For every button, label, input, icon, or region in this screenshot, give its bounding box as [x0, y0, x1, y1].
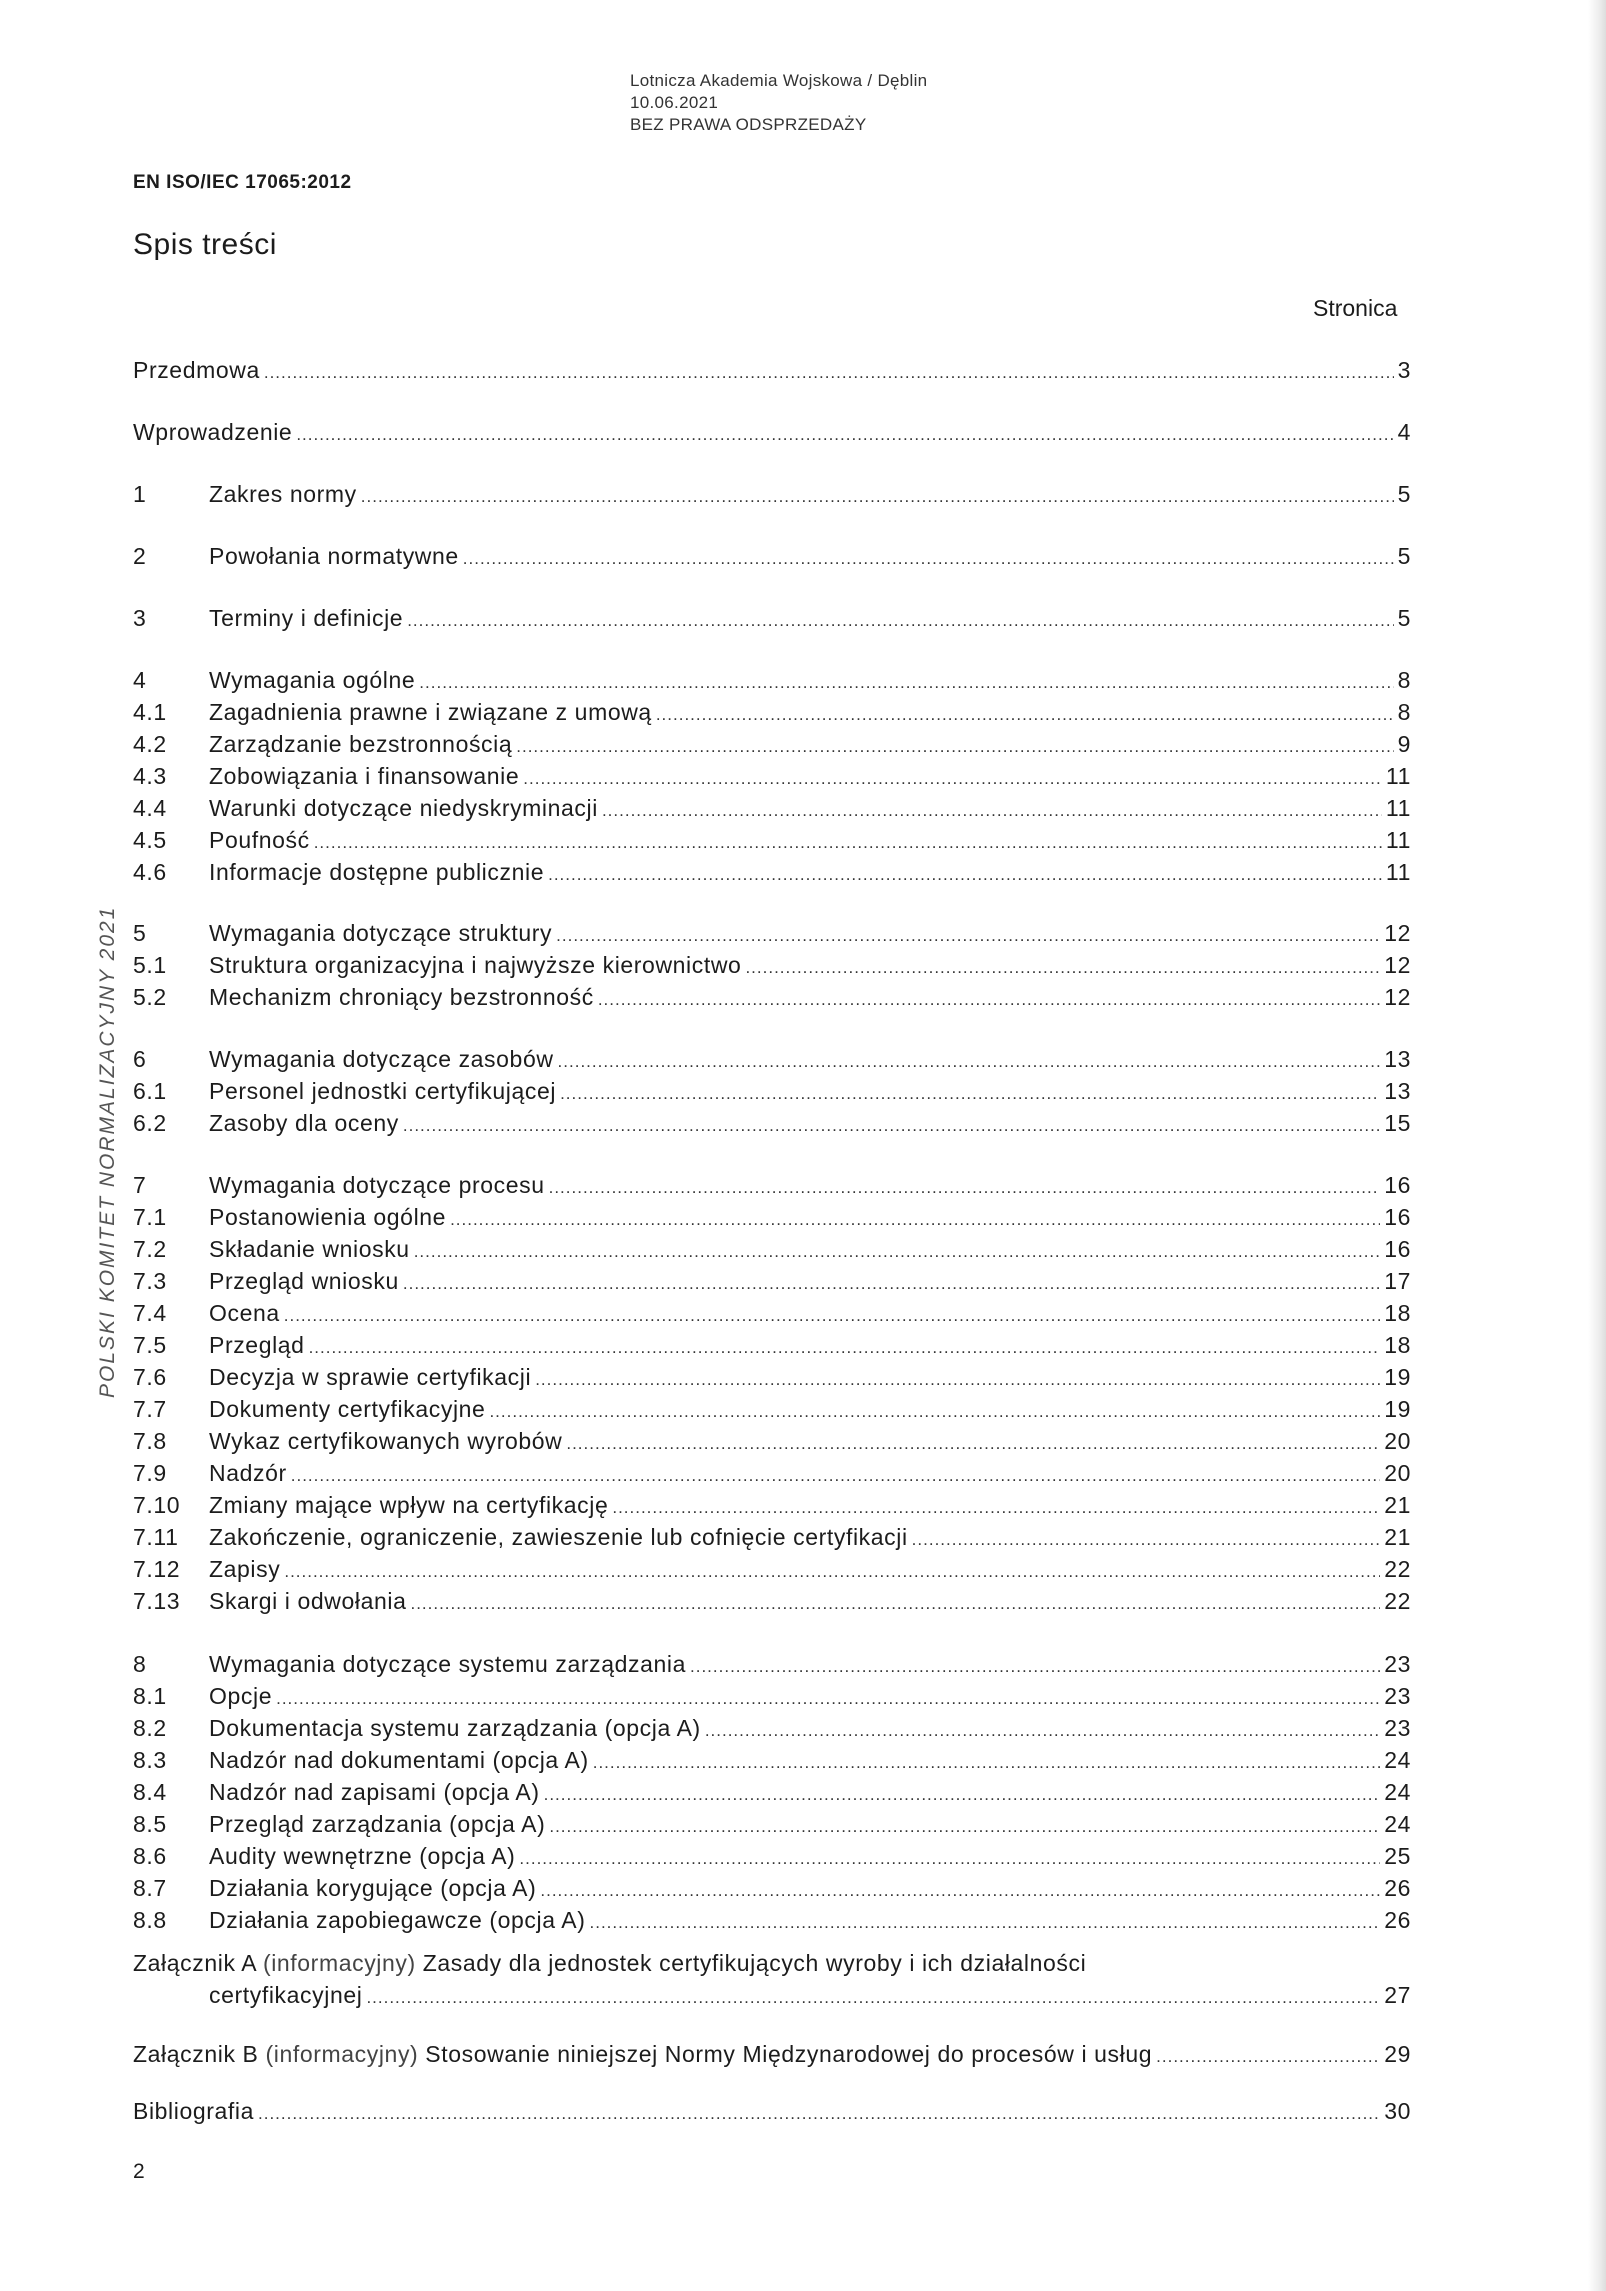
- leader-dots: [566, 1434, 1380, 1454]
- leader-dots: [519, 1849, 1380, 1869]
- toc-entry-number: 6: [133, 1046, 147, 1072]
- toc-entry-page: 19: [1384, 1364, 1411, 1390]
- leader-dots: [258, 2104, 1380, 2124]
- page-number: 2: [133, 2160, 145, 2183]
- toc-entry-page: 13: [1384, 1046, 1411, 1072]
- toc-entry-title: Zmiany mające wpływ na certyfikację: [209, 1492, 609, 1518]
- leader-dots: [912, 1530, 1381, 1550]
- toc-entry-number: 6.1: [133, 1078, 167, 1104]
- leader-dots: [598, 990, 1380, 1010]
- toc-entry-title: Informacje dostępne publicznie: [209, 859, 545, 885]
- toc-entry-number: 7.8: [133, 1428, 167, 1454]
- toc-entry-page: 16: [1384, 1236, 1411, 1262]
- toc-entry-title: Opcje: [209, 1683, 273, 1709]
- toc-entry[interactable]: [133, 1428, 1411, 1460]
- toc-entry[interactable]: [133, 827, 1411, 859]
- toc-entry-page: 11: [1385, 763, 1411, 789]
- toc-entry[interactable]: [133, 1236, 1411, 1268]
- toc-entry-page: 17: [1384, 1268, 1411, 1294]
- leader-dots: [419, 673, 1393, 693]
- toc-entry-page: 3: [1397, 357, 1411, 383]
- toc-entry-page: 5: [1397, 605, 1411, 631]
- annex-b-label: Załącznik B: [133, 2041, 259, 2067]
- leader-dots: [309, 1338, 1381, 1358]
- standard-code: EN ISO/IEC 17065:2012: [133, 172, 352, 193]
- toc-entry-title: Zarządzanie bezstronnością: [209, 731, 513, 757]
- toc-entry-page: 25: [1384, 1843, 1411, 1869]
- toc-entry-title: Wprowadzenie: [133, 419, 293, 445]
- toc-entry-page: 9: [1397, 731, 1411, 757]
- leader-dots: [560, 1084, 1380, 1104]
- toc-entry-page: 22: [1384, 1556, 1411, 1582]
- leader-dots: [463, 549, 1394, 569]
- toc-entry-page: 18: [1384, 1300, 1411, 1326]
- toc-entry-number: 5.1: [133, 952, 167, 978]
- toc-entry-number: 7.6: [133, 1364, 167, 1390]
- toc-entry-title: Postanowienia ogólne: [209, 1204, 447, 1230]
- leader-dots: [314, 833, 1382, 853]
- watermark-block: [630, 70, 1050, 136]
- toc-entry-number: 4.4: [133, 795, 167, 821]
- leader-dots: [403, 1274, 1380, 1294]
- toc-entry-number: 4.1: [133, 699, 167, 725]
- leader-dots: [549, 1178, 1381, 1198]
- toc-entry[interactable]: [133, 1683, 1411, 1715]
- toc-entry-number: 8.3: [133, 1747, 167, 1773]
- leader-dots: [284, 1562, 1380, 1582]
- leader-dots: [403, 1116, 1380, 1136]
- toc-entry-title: Wykaz certyfikowanych wyrobów: [209, 1428, 563, 1454]
- toc-entry-number: 4.2: [133, 731, 167, 757]
- toc-entry-title: Zasoby dla oceny: [209, 1110, 399, 1136]
- toc-entry-page: 18: [1384, 1332, 1411, 1358]
- toc-entry-page: 26: [1384, 1907, 1411, 1933]
- toc-entry-title: Zobowiązania i finansowanie: [209, 763, 520, 789]
- page-column-label: Stronica: [1313, 295, 1398, 321]
- leader-dots: [276, 1689, 1380, 1709]
- leader-dots: [291, 1466, 1380, 1486]
- toc-entry-number: 8.1: [133, 1683, 167, 1709]
- toc-entry-title: Bibliografia: [133, 2098, 254, 2124]
- toc-entry-number: 2: [133, 543, 147, 569]
- toc-entry-number: 6.2: [133, 1110, 167, 1136]
- leader-dots: [540, 1881, 1380, 1901]
- toc-entry-page: 24: [1384, 1811, 1411, 1837]
- toc-entry-title: Zagadnienia prawne i związane z umową: [209, 699, 652, 725]
- toc-entry-number: 7.1: [133, 1204, 167, 1230]
- toc-entry-title: Składanie wniosku: [209, 1236, 410, 1262]
- toc-entry-title: certyfikacyjnej: [209, 1982, 363, 2008]
- toc-entry-title: Wymagania dotyczące struktury: [209, 920, 553, 946]
- toc-entry[interactable]: [133, 1492, 1411, 1524]
- toc-entry-title: Przedmowa: [133, 357, 260, 383]
- toc-entry-page: 12: [1384, 984, 1411, 1010]
- toc-entry[interactable]: [133, 859, 1411, 891]
- toc-entry-title: Struktura organizacyjna i najwyższe kierownictwo: [209, 952, 742, 978]
- leader-dots: [410, 1594, 1380, 1614]
- leader-dots: [407, 611, 1393, 631]
- toc-entry-page: 15: [1384, 1110, 1411, 1136]
- toc-entry[interactable]: [133, 1875, 1411, 1907]
- toc-entry[interactable]: [133, 699, 1411, 731]
- leader-dots: [366, 1988, 1380, 2008]
- toc-entry-page: 5: [1397, 481, 1411, 507]
- toc-entry-title: Dokumenty certyfikacyjne: [209, 1396, 486, 1422]
- toc-entry-number: 4.6: [133, 859, 167, 885]
- toc-entry-number: 1: [133, 481, 147, 507]
- leader-dots: [705, 1721, 1380, 1741]
- leader-dots: [414, 1242, 1381, 1262]
- toc-entry-page: 11: [1385, 795, 1411, 821]
- toc-entry-page: 8: [1397, 699, 1411, 725]
- toc-entry-title: Przegląd: [209, 1332, 305, 1358]
- watermark-line: BEZ PRAWA ODSPRZEDAŻY: [630, 115, 867, 134]
- toc-entry-title: Mechanizm chroniący bezstronność: [209, 984, 594, 1010]
- annex-a-heading[interactable]: [133, 1950, 1086, 1977]
- toc-entry-page: 27: [1384, 1982, 1411, 2008]
- toc-entry-number: 8.6: [133, 1843, 167, 1869]
- toc-entry-page: 23: [1384, 1651, 1411, 1677]
- toc-entry[interactable]: [133, 1172, 1411, 1204]
- leader-dots: [745, 958, 1380, 978]
- toc-entry-page: 30: [1384, 2098, 1411, 2124]
- toc-entry[interactable]: [133, 1715, 1411, 1747]
- leader-dots: [602, 801, 1382, 821]
- toc-entry-title: Nadzór nad zapisami (opcja A): [209, 1779, 540, 1805]
- toc-entry-page: 13: [1384, 1078, 1411, 1104]
- leader-dots: [1156, 2047, 1380, 2067]
- toc-entry[interactable]: [133, 795, 1411, 827]
- toc-entry[interactable]: [133, 920, 1411, 952]
- leader-dots: [450, 1210, 1380, 1230]
- toc-entry-page: 12: [1384, 920, 1411, 946]
- leader-dots: [296, 425, 1393, 445]
- toc-entry-title: Skargi i odwołania: [209, 1588, 407, 1614]
- toc-entry-number: 8.7: [133, 1875, 167, 1901]
- toc-entry[interactable]: [133, 543, 1411, 575]
- toc-entry-title: Zakończenie, ograniczenie, zawieszenie lub cofnięcie certyfikacji: [209, 1524, 908, 1550]
- toc-entry-page: 20: [1384, 1428, 1411, 1454]
- leader-dots: [612, 1498, 1380, 1518]
- toc-entry-number: 7.2: [133, 1236, 167, 1262]
- toc-entry-bibliography[interactable]: [133, 2098, 1411, 2130]
- toc-entry-number: 5.2: [133, 984, 167, 1010]
- toc-entry[interactable]: [133, 605, 1411, 637]
- toc-entry[interactable]: [133, 1078, 1411, 1110]
- leader-dots: [656, 705, 1394, 725]
- toc-entry-page: 4: [1397, 419, 1411, 445]
- toc-entry[interactable]: [133, 1747, 1411, 1779]
- toc-entry[interactable]: [133, 1779, 1411, 1811]
- annex-b-kind: (informacyjny): [265, 2041, 419, 2067]
- side-vertical-text: POLSKI KOMITET NORMALIZACYJNY 2021: [96, 905, 119, 1398]
- toc-entry-number: 4.3: [133, 763, 167, 789]
- toc-entry-number: 7.9: [133, 1460, 167, 1486]
- toc-entry-title: Działania zapobiegawcze (opcja A): [209, 1907, 586, 1933]
- toc-entry-title: Ocena: [209, 1300, 280, 1326]
- toc-entry[interactable]: [133, 1268, 1411, 1300]
- annex-a-kind: (informacyjny): [262, 1950, 416, 1976]
- toc-entry[interactable]: [133, 667, 1411, 699]
- leader-dots: [548, 865, 1382, 885]
- toc-entry[interactable]: [133, 952, 1411, 984]
- toc-entry-number: 3: [133, 605, 147, 631]
- leader-dots: [264, 363, 1394, 383]
- toc-entry[interactable]: [133, 763, 1411, 795]
- toc-entry-number: 7: [133, 1172, 147, 1198]
- toc-entry-page: 11: [1385, 859, 1411, 885]
- toc-entry-number: 4: [133, 667, 147, 693]
- toc-entry[interactable]: [133, 1651, 1411, 1683]
- leader-dots: [284, 1306, 1380, 1326]
- toc-entry[interactable]: [133, 1524, 1411, 1556]
- toc-entry-title: Przegląd zarządzania (opcja A): [209, 1811, 546, 1837]
- toc-entry-page: 23: [1384, 1715, 1411, 1741]
- toc-entry-page: 16: [1384, 1172, 1411, 1198]
- toc-entry[interactable]: [133, 1204, 1411, 1236]
- leader-dots: [535, 1370, 1380, 1390]
- toc-entry-number: 7.4: [133, 1300, 167, 1326]
- leader-dots: [523, 769, 1382, 789]
- toc-entry[interactable]: [133, 1364, 1411, 1396]
- toc-entry[interactable]: [133, 1556, 1411, 1588]
- leader-dots: [516, 737, 1393, 757]
- toc-entry[interactable]: [133, 1460, 1411, 1492]
- leader-dots: [590, 1913, 1381, 1933]
- toc-entry-number: 7.12: [133, 1556, 181, 1582]
- toc-entry-page: 5: [1397, 543, 1411, 569]
- toc-entry[interactable]: [133, 1843, 1411, 1875]
- leader-dots: [556, 926, 1380, 946]
- toc-entry[interactable]: [133, 731, 1411, 763]
- toc-entry-page: 29: [1384, 2041, 1411, 2067]
- annex-a-title: Zasady dla jednostek certyfikujących wyroby i ich działalności: [422, 1950, 1087, 1976]
- toc-entry-title: Zakres normy: [209, 481, 357, 507]
- toc-entry[interactable]: [133, 1396, 1411, 1428]
- toc-entry-title: Personel jednostki certyfikującej: [209, 1078, 557, 1104]
- toc-entry-number: 8.4: [133, 1779, 167, 1805]
- toc-entry-page: 20: [1384, 1460, 1411, 1486]
- toc-entry-page: 21: [1384, 1492, 1411, 1518]
- leader-dots: [489, 1402, 1380, 1422]
- annex-a-label: Załącznik A: [133, 1950, 256, 1976]
- toc-entry[interactable]: [133, 1907, 1411, 1939]
- toc-entry-number: 5: [133, 920, 147, 946]
- toc-entry-title: Dokumentacja systemu zarządzania (opcja A): [209, 1715, 701, 1741]
- toc-entry-page: 8: [1397, 667, 1411, 693]
- toc-entry-title: Zapisy: [209, 1556, 281, 1582]
- toc-entry-page: 16: [1384, 1204, 1411, 1230]
- scan-edge: [1588, 0, 1606, 2291]
- leader-dots: [690, 1657, 1380, 1677]
- toc-entry-title: Powołania normatywne: [209, 543, 459, 569]
- toc-entry-title: Warunki dotyczące niedyskryminacji: [209, 795, 598, 821]
- toc-entry-number: 8: [133, 1651, 147, 1677]
- toc-entry[interactable]: [133, 419, 1411, 451]
- toc-entry-annex-a[interactable]: [133, 1982, 1411, 2014]
- toc-entry-title: Przegląd wniosku: [209, 1268, 399, 1294]
- toc-entry-page: 12: [1384, 952, 1411, 978]
- toc-entry[interactable]: [133, 1588, 1411, 1620]
- page-title: Spis treści: [133, 228, 277, 261]
- toc-entry-title: Działania korygujące (opcja A): [209, 1875, 537, 1901]
- toc-entry-title: Nadzór: [209, 1460, 287, 1486]
- toc-entry-number: 8.8: [133, 1907, 167, 1933]
- toc-entry-number: 7.7: [133, 1396, 167, 1422]
- toc-entry-number: 7.13: [133, 1588, 181, 1614]
- toc-entry-page: 21: [1384, 1524, 1411, 1550]
- watermark-line: 10.06.2021: [630, 93, 719, 112]
- toc-entry[interactable]: [133, 984, 1411, 1016]
- leader-dots: [361, 487, 1394, 507]
- toc-entry[interactable]: [133, 1046, 1411, 1078]
- toc-entry-title: Nadzór nad dokumentami (opcja A): [209, 1747, 589, 1773]
- leader-dots: [549, 1817, 1380, 1837]
- toc-entry-number: 8.2: [133, 1715, 167, 1741]
- leader-dots: [558, 1052, 1381, 1072]
- toc-entry-page: 26: [1384, 1875, 1411, 1901]
- toc-entry-annex-b[interactable]: [133, 2041, 1411, 2073]
- watermark-line: Lotnicza Akademia Wojskowa / Dęblin: [630, 71, 928, 90]
- toc-entry-page: 19: [1384, 1396, 1411, 1422]
- toc-entry-title: Audity wewnętrzne (opcja A): [209, 1843, 516, 1869]
- toc-entry[interactable]: [133, 357, 1411, 389]
- toc-entry-title: [133, 2041, 1152, 2068]
- toc-entry-number: 4.5: [133, 827, 167, 853]
- annex-b-title: Stosowanie niniejszej Normy Międzynarodowej do procesów i usług: [425, 2041, 1153, 2067]
- toc-entry[interactable]: [133, 1332, 1411, 1364]
- toc-entry-title: Poufność: [209, 827, 310, 853]
- leader-dots: [593, 1753, 1380, 1773]
- toc-entry-page: 22: [1384, 1588, 1411, 1614]
- toc-entry-page: 24: [1384, 1779, 1411, 1805]
- toc-entry-number: 7.11: [133, 1524, 179, 1550]
- toc-entry-title: Decyzja w sprawie certyfikacji: [209, 1364, 532, 1390]
- toc-entry-title: Wymagania ogólne: [209, 667, 416, 693]
- toc-entry[interactable]: [133, 1300, 1411, 1332]
- toc-entry-title: Wymagania dotyczące procesu: [209, 1172, 545, 1198]
- leader-dots: [544, 1785, 1381, 1805]
- toc-entry-page: 24: [1384, 1747, 1411, 1773]
- toc-entry-number: 8.5: [133, 1811, 167, 1837]
- toc-entry-number: 7.5: [133, 1332, 167, 1358]
- toc-entry-title: Wymagania dotyczące zasobów: [209, 1046, 554, 1072]
- toc-entry-number: 7.10: [133, 1492, 181, 1518]
- toc-entry[interactable]: [133, 1811, 1411, 1843]
- toc-entry-title: Wymagania dotyczące systemu zarządzania: [209, 1651, 687, 1677]
- toc-entry[interactable]: [133, 481, 1411, 513]
- toc-entry-page: 11: [1385, 827, 1411, 853]
- toc-entry-title: Terminy i definicje: [209, 605, 404, 631]
- toc-entry[interactable]: [133, 1110, 1411, 1142]
- toc-entry-page: 23: [1384, 1683, 1411, 1709]
- toc-entry-number: 7.3: [133, 1268, 167, 1294]
